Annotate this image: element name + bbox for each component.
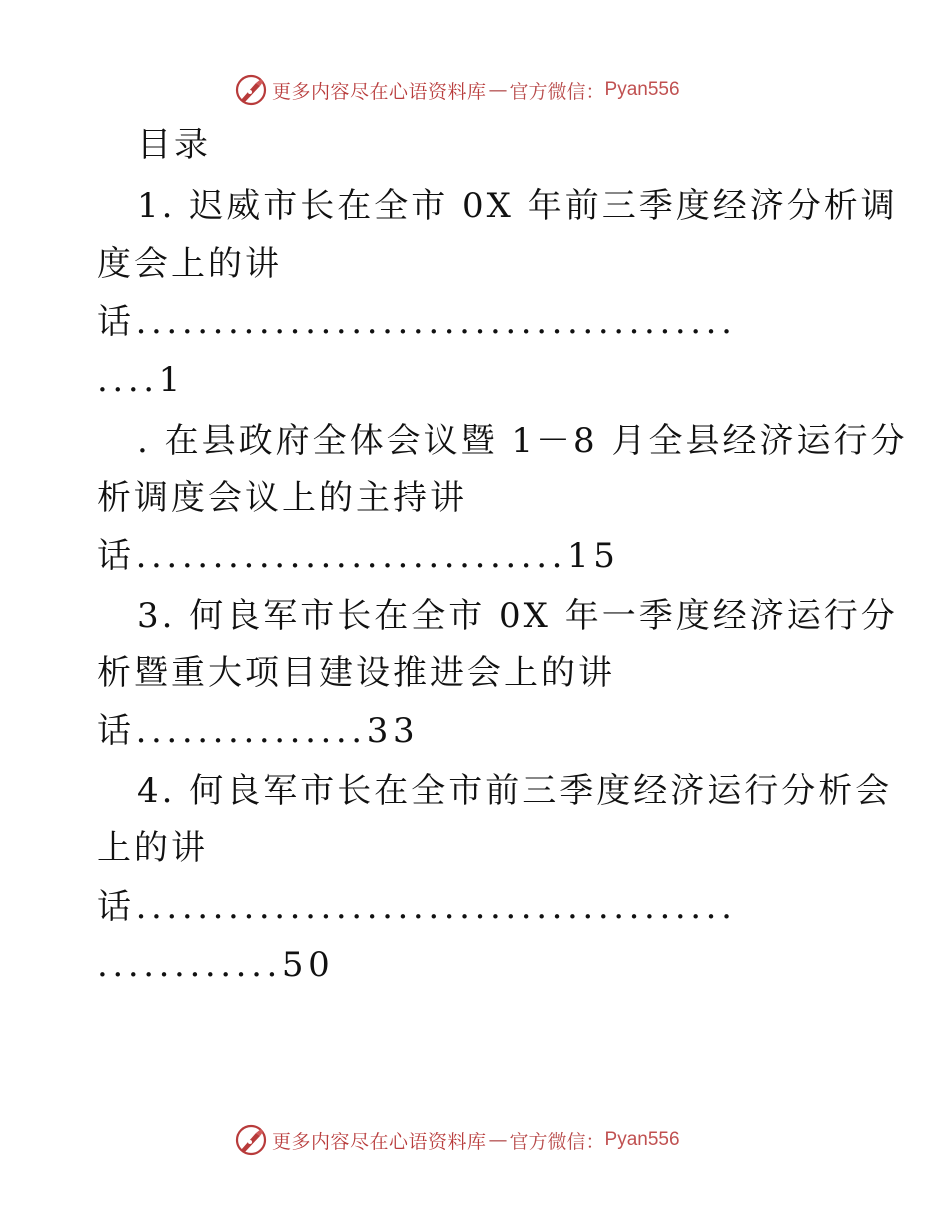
pen-logo-icon <box>234 73 268 107</box>
toc-entry-3-leader[interactable]: 话...............33 <box>97 711 420 751</box>
toc-entry-4-leader[interactable]: 话....................................... <box>97 887 737 927</box>
toc-entry-4-line-2[interactable]: 上的讲 <box>97 828 208 868</box>
toc-title: 目录 <box>137 125 211 165</box>
toc-entry-1-page[interactable]: ....1 <box>97 360 185 400</box>
watermark-contact-label: 官方微信： <box>509 80 605 103</box>
watermark-contact-label: 官方微信： <box>509 1130 605 1153</box>
toc-entry-1-leader[interactable]: 话....................................... <box>97 302 737 342</box>
watermark-brand: 更多内容尽在心语资料库 <box>272 80 487 103</box>
toc-entry-4-page[interactable]: ............50 <box>97 945 335 985</box>
watermark-separator: — <box>488 1129 508 1151</box>
header-watermark <box>234 72 734 108</box>
watermark-separator: — <box>488 79 508 101</box>
toc-entry-2-line-2[interactable]: 析调度会议上的主持讲 <box>97 478 467 518</box>
watermark-contact-id: Pyan556 <box>604 1129 680 1150</box>
toc-entry-1-line-2[interactable]: 度会上的讲 <box>97 244 282 284</box>
toc-entry-3-line-1[interactable]: 3. 何良军市长在全市 0X 年一季度经济运行分 <box>137 596 898 636</box>
watermark-brand: 更多内容尽在心语资料库 <box>272 1130 487 1153</box>
footer-watermark <box>234 1122 734 1158</box>
toc-entry-1-line-1[interactable]: 1. 迟威市长在全市 0X 年前三季度经济分析调 <box>137 186 898 226</box>
pen-logo-icon <box>234 1123 268 1157</box>
toc-entry-2-line-1[interactable]: . 在县政府全体会议暨 1－8 月全县经济运行分 <box>137 421 908 461</box>
toc-entry-2-leader[interactable]: 话............................15 <box>97 536 620 576</box>
toc-entry-3-line-2[interactable]: 析暨重大项目建设推进会上的讲 <box>97 653 615 693</box>
toc-entry-4-line-1[interactable]: 4. 何良军市长在全市前三季度经济运行分析会 <box>137 771 893 811</box>
watermark-contact-id: Pyan556 <box>604 79 680 100</box>
